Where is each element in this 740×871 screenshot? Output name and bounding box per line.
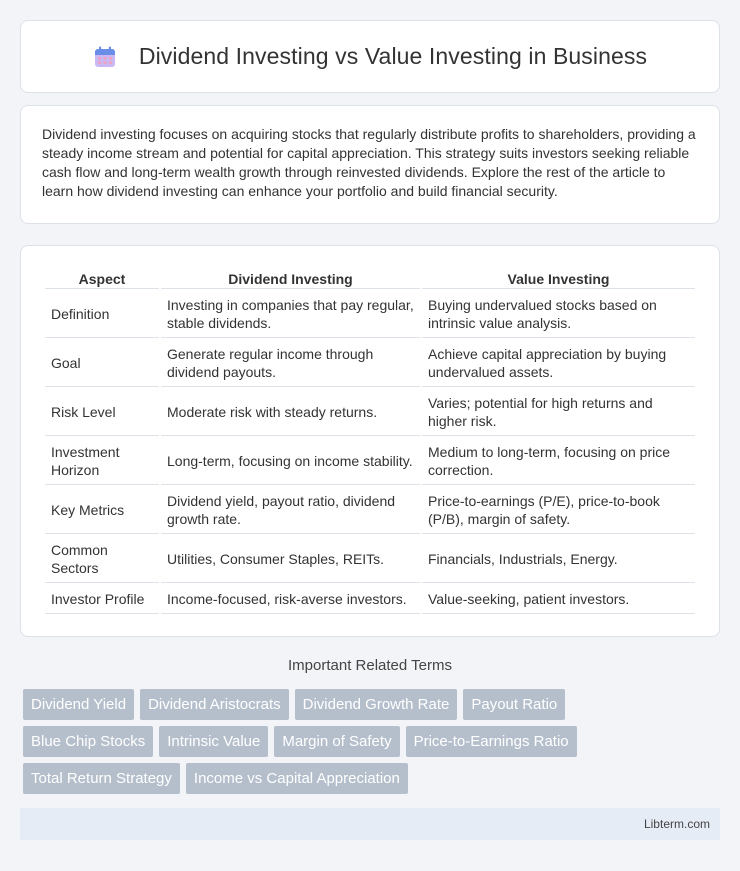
tag-blue-chip-stocks[interactable]: Blue Chip Stocks bbox=[23, 726, 153, 757]
footer bbox=[20, 808, 720, 840]
row-dividend: Generate regular income through dividend payouts. bbox=[161, 340, 420, 387]
comparison-table-card bbox=[20, 245, 720, 637]
row-dividend: Income-focused, risk-averse investors. bbox=[161, 585, 420, 614]
intro-text: Dividend investing focuses on acquiring stocks that regularly distribute profits to shareholders, providing a steady income stream and potential for capital appreciation. This strategy suits investors seeking reliable cash flow and long-term wealth growth through reinvested dividends. Explore the rest of the article to learn how dividend investing can enhance your portfolio and build financial security. bbox=[42, 126, 696, 199]
row-dividend: Dividend yield, payout ratio, dividend growth rate. bbox=[161, 487, 420, 534]
tag-income-vs-capital-appreciation[interactable]: Income vs Capital Appreciation bbox=[186, 763, 408, 794]
page-title: Dividend Investing vs Value Investing in Business bbox=[138, 43, 648, 69]
tag-dividend-yield[interactable]: Dividend Yield bbox=[23, 689, 134, 720]
row-aspect: Investment Horizon bbox=[45, 438, 159, 485]
table-row bbox=[45, 438, 695, 485]
header-value-investing: Value Investing bbox=[422, 268, 695, 289]
row-dividend: Utilities, Consumer Staples, REITs. bbox=[161, 536, 420, 583]
table-row bbox=[45, 389, 695, 436]
tag-intrinsic-value[interactable]: Intrinsic Value bbox=[159, 726, 268, 757]
table-row bbox=[45, 340, 695, 387]
row-dividend: Long-term, focusing on income stability. bbox=[161, 438, 420, 485]
tag-row bbox=[23, 763, 723, 794]
row-value: Price-to-earnings (P/E), price-to-book (P/B), margin of safety. bbox=[422, 487, 695, 534]
comparison-table bbox=[43, 266, 697, 616]
tag-payout-ratio[interactable]: Payout Ratio bbox=[463, 689, 565, 720]
row-dividend: Investing in companies that pay regular, stable dividends. bbox=[161, 291, 420, 338]
tag-dividend-growth-rate[interactable]: Dividend Growth Rate bbox=[295, 689, 458, 720]
tag-margin-of-safety[interactable]: Margin of Safety bbox=[274, 726, 399, 757]
row-value: Medium to long-term, focusing on price correction. bbox=[422, 438, 695, 485]
row-aspect: Common Sectors bbox=[45, 536, 159, 583]
footer-site-link[interactable]: Libterm.com bbox=[643, 817, 710, 831]
intro-card bbox=[20, 105, 720, 224]
table-row bbox=[45, 487, 695, 534]
calendar-icon bbox=[93, 45, 117, 69]
row-aspect: Risk Level bbox=[45, 389, 159, 436]
tag-row bbox=[23, 726, 723, 757]
table-row bbox=[45, 536, 695, 583]
header-aspect: Aspect bbox=[45, 268, 159, 289]
row-aspect: Goal bbox=[45, 340, 159, 387]
related-terms-title: Important Related Terms bbox=[288, 657, 452, 674]
table-row bbox=[45, 291, 695, 338]
title-card bbox=[20, 20, 720, 93]
row-value: Varies; potential for high returns and higher risk. bbox=[422, 389, 695, 436]
table-header-row bbox=[45, 268, 695, 289]
row-value: Buying undervalued stocks based on intrinsic value analysis. bbox=[422, 291, 695, 338]
row-aspect: Definition bbox=[45, 291, 159, 338]
related-terms bbox=[23, 689, 723, 800]
row-value: Financials, Industrials, Energy. bbox=[422, 536, 695, 583]
header-dividend-investing: Dividend Investing bbox=[161, 268, 420, 289]
tag-total-return-strategy[interactable]: Total Return Strategy bbox=[23, 763, 180, 794]
row-aspect: Key Metrics bbox=[45, 487, 159, 534]
tag-row bbox=[23, 689, 723, 720]
row-value: Value-seeking, patient investors. bbox=[422, 585, 695, 614]
row-dividend: Moderate risk with steady returns. bbox=[161, 389, 420, 436]
row-value: Achieve capital appreciation by buying undervalued assets. bbox=[422, 340, 695, 387]
tag-dividend-aristocrats[interactable]: Dividend Aristocrats bbox=[140, 689, 289, 720]
tag-price-to-earnings-ratio[interactable]: Price-to-Earnings Ratio bbox=[406, 726, 577, 757]
table-row bbox=[45, 585, 695, 614]
row-aspect: Investor Profile bbox=[45, 585, 159, 614]
